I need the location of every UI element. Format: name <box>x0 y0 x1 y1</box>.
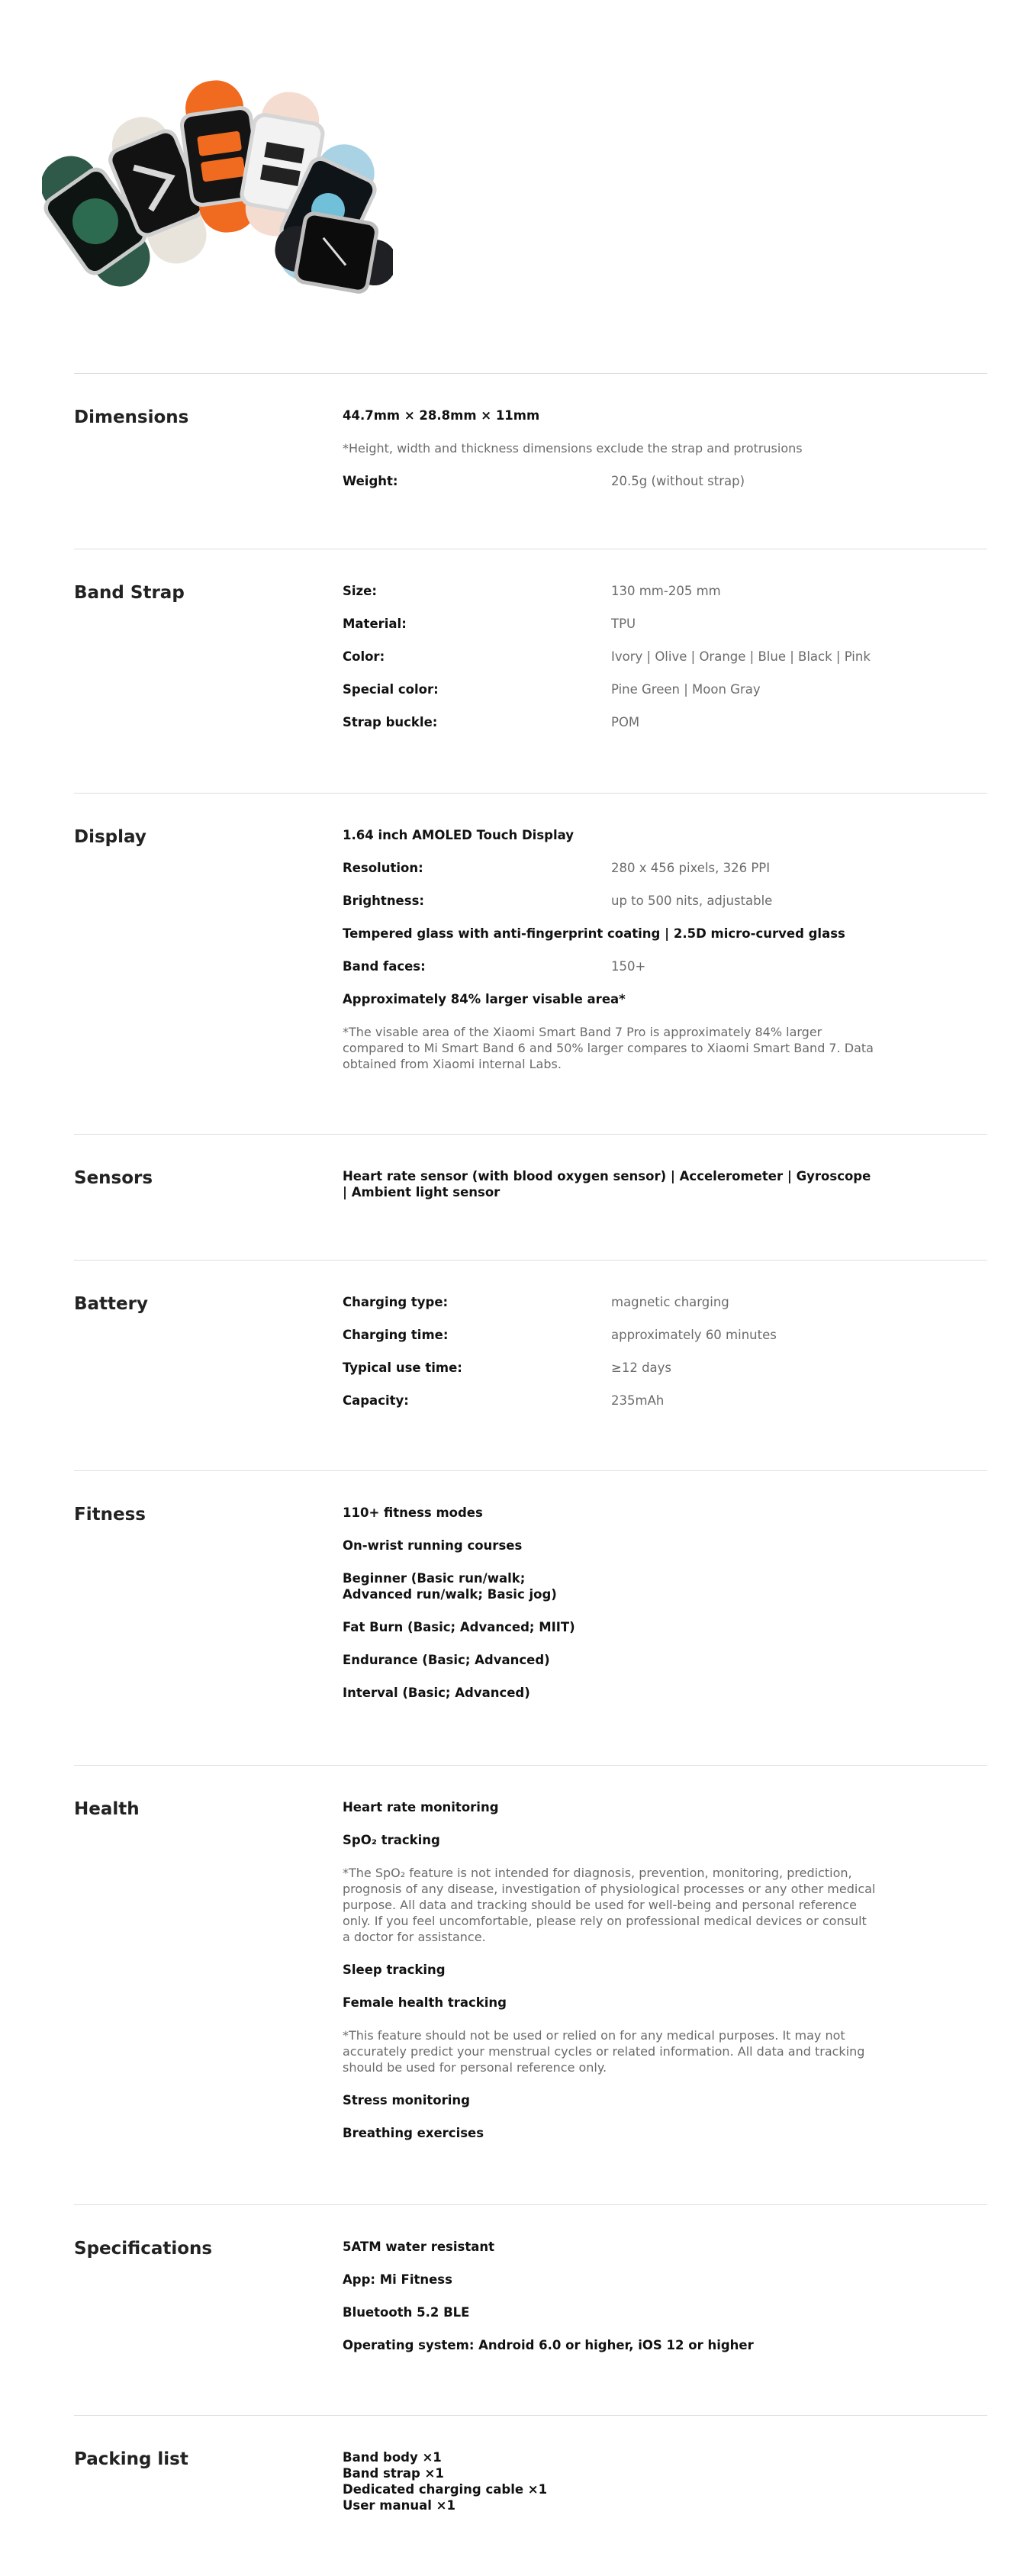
spec-value: Ivory | Olive | Orange | Blue | Black | Pink <box>611 649 871 664</box>
spec-value: approximately 60 minutes <box>611 1328 777 1342</box>
section-specifications <box>74 2204 987 2416</box>
spec-label: Resolution: <box>343 861 423 875</box>
fitness-item: Fat Burn (Basic; Advanced; MIIT) <box>343 1620 575 1634</box>
spec-row <box>343 958 877 974</box>
spec-label: Band faces: <box>343 959 426 974</box>
packing-item: Band body ×1 <box>343 2450 442 2465</box>
section-body <box>343 407 877 506</box>
spec-value: up to 500 nits, adjustable <box>611 894 773 908</box>
section-fitness <box>74 1470 987 1766</box>
health-female-note: *This feature should not be used or relied on for any medical purposes. It may not accurately predict your menstrual cycles or related information. All data and tracking should be used for personal reference only. <box>343 2028 865 2075</box>
spec-row <box>343 893 877 909</box>
smart-band-watches-image <box>42 76 393 294</box>
spec-row <box>343 616 877 632</box>
section-title: Health <box>74 1799 140 1819</box>
spec-label: Color: <box>343 649 385 664</box>
section-body <box>343 1505 877 1718</box>
dimensions-size: 44.7mm × 28.8mm × 11mm <box>343 408 540 423</box>
spec-value: TPU <box>611 617 636 631</box>
spec-row <box>343 583 877 599</box>
spec-value: 280 x 456 pixels, 326 PPI <box>611 861 771 875</box>
fitness-item: Interval (Basic; Advanced) <box>343 1686 530 1700</box>
health-stress: Stress monitoring <box>343 2093 470 2107</box>
health-sleep: Sleep tracking <box>343 1963 446 1977</box>
section-title: Packing list <box>74 2449 188 2469</box>
spec-row <box>343 681 877 697</box>
spec-value: POM <box>611 715 640 729</box>
section-body <box>343 1294 877 1425</box>
display-headline: 1.64 inch AMOLED Touch Display <box>343 828 575 842</box>
spec-row <box>343 860 877 876</box>
section-dimensions <box>74 373 987 549</box>
section-body <box>343 1799 877 2158</box>
spec-row <box>343 1393 877 1409</box>
spec-label: Charging time: <box>343 1328 449 1342</box>
dimensions-note: *Height, width and thickness dimensions exclude the strap and protrusions <box>343 441 803 456</box>
spec-row <box>343 1327 877 1343</box>
section-body <box>343 827 877 1089</box>
spec-label: Size: <box>343 584 377 598</box>
spec-label: Typical use time: <box>343 1360 462 1375</box>
spec-value: 150+ <box>611 959 646 974</box>
spec-label: Strap buckle: <box>343 715 438 729</box>
spec-label: Brightness: <box>343 894 424 908</box>
spec-value: 130 mm-205 mm <box>611 584 721 598</box>
health-heart-rate: Heart rate monitoring <box>343 1800 499 1814</box>
spec-row <box>343 649 877 665</box>
health-spo2-note: *The SpO₂ feature is not intended for diagnosis, prevention, monitoring, prediction, prognosis of any disease, investigation of physiological processes or any other medical purpose. All data and tracking should be used for well-being and personal reference only. If you feel uncomfortable, please rely on professional medical devices or consult a doctor for assistance. <box>343 1866 876 1944</box>
spec-item: 5ATM water resistant <box>343 2240 495 2254</box>
section-title: Display <box>74 827 146 847</box>
section-body <box>343 2449 877 2513</box>
spec-row <box>343 1294 877 1310</box>
packing-item: Band strap ×1 <box>343 2466 444 2481</box>
spec-value: magnetic charging <box>611 1295 729 1309</box>
spec-row <box>343 1360 877 1376</box>
fitness-item: 110+ fitness modes <box>343 1505 483 1520</box>
fitness-item: Beginner (Basic run/walk; Advanced run/walk; Basic jog) <box>343 1571 557 1602</box>
spec-item: App: Mi Fitness <box>343 2272 452 2287</box>
spec-item: Bluetooth 5.2 BLE <box>343 2305 470 2320</box>
section-title: Dimensions <box>74 407 189 427</box>
sensors-list: Heart rate sensor (with blood oxygen sensor) | Accelerometer | Gyroscope | Ambient light sensor <box>343 1169 871 1199</box>
spec-label: Weight: <box>343 474 398 488</box>
packing-item: Dedicated charging cable ×1 <box>343 2482 548 2497</box>
spec-item: Operating system: Android 6.0 or higher, iOS 12 or higher <box>343 2338 754 2352</box>
spec-label: Material: <box>343 617 407 631</box>
section-body <box>343 2239 877 2370</box>
health-breathing: Breathing exercises <box>343 2126 484 2140</box>
section-title: Fitness <box>74 1505 146 1525</box>
section-band-strap <box>74 549 987 794</box>
product-image <box>42 76 393 294</box>
spec-label: Charging type: <box>343 1295 449 1309</box>
section-health <box>74 1765 987 2205</box>
section-sensors <box>74 1134 987 1261</box>
spec-value: ≥12 days <box>611 1360 672 1375</box>
fitness-item: On-wrist running courses <box>343 1538 523 1553</box>
spec-value: Pine Green | Moon Gray <box>611 682 761 697</box>
section-title: Battery <box>74 1294 148 1314</box>
display-area: Approximately 84% larger visable area* <box>343 992 626 1006</box>
section-battery <box>74 1260 987 1471</box>
health-female: Female health tracking <box>343 1995 507 2010</box>
fitness-item: Endurance (Basic; Advanced) <box>343 1653 550 1667</box>
section-packing-list <box>74 2415 987 2568</box>
spec-label: Special color: <box>343 682 439 697</box>
section-body <box>343 1168 877 1217</box>
packing-item: User manual ×1 <box>343 2498 455 2513</box>
section-display <box>74 793 987 1135</box>
health-spo2: SpO₂ tracking <box>343 1833 440 1847</box>
spec-row <box>343 473 877 489</box>
display-note: *The visable area of the Xiaomi Smart Band 7 Pro is approximately 84% larger compared to Mi Smart Band 6 and 50% larger compares to Xiaomi Smart Band 7. Data obtained from Xiaomi internal Labs. <box>343 1025 874 1071</box>
display-glass: Tempered glass with anti-fingerprint coating | 2.5D micro-curved glass <box>343 926 845 941</box>
spec-value: 235mAh <box>611 1393 665 1408</box>
spec-value: 20.5g (without strap) <box>611 474 745 488</box>
spec-row <box>343 714 877 730</box>
section-title: Sensors <box>74 1168 153 1188</box>
spec-label: Capacity: <box>343 1393 409 1408</box>
section-title: Band Strap <box>74 583 185 603</box>
section-body <box>343 583 877 747</box>
section-title: Specifications <box>74 2239 213 2259</box>
